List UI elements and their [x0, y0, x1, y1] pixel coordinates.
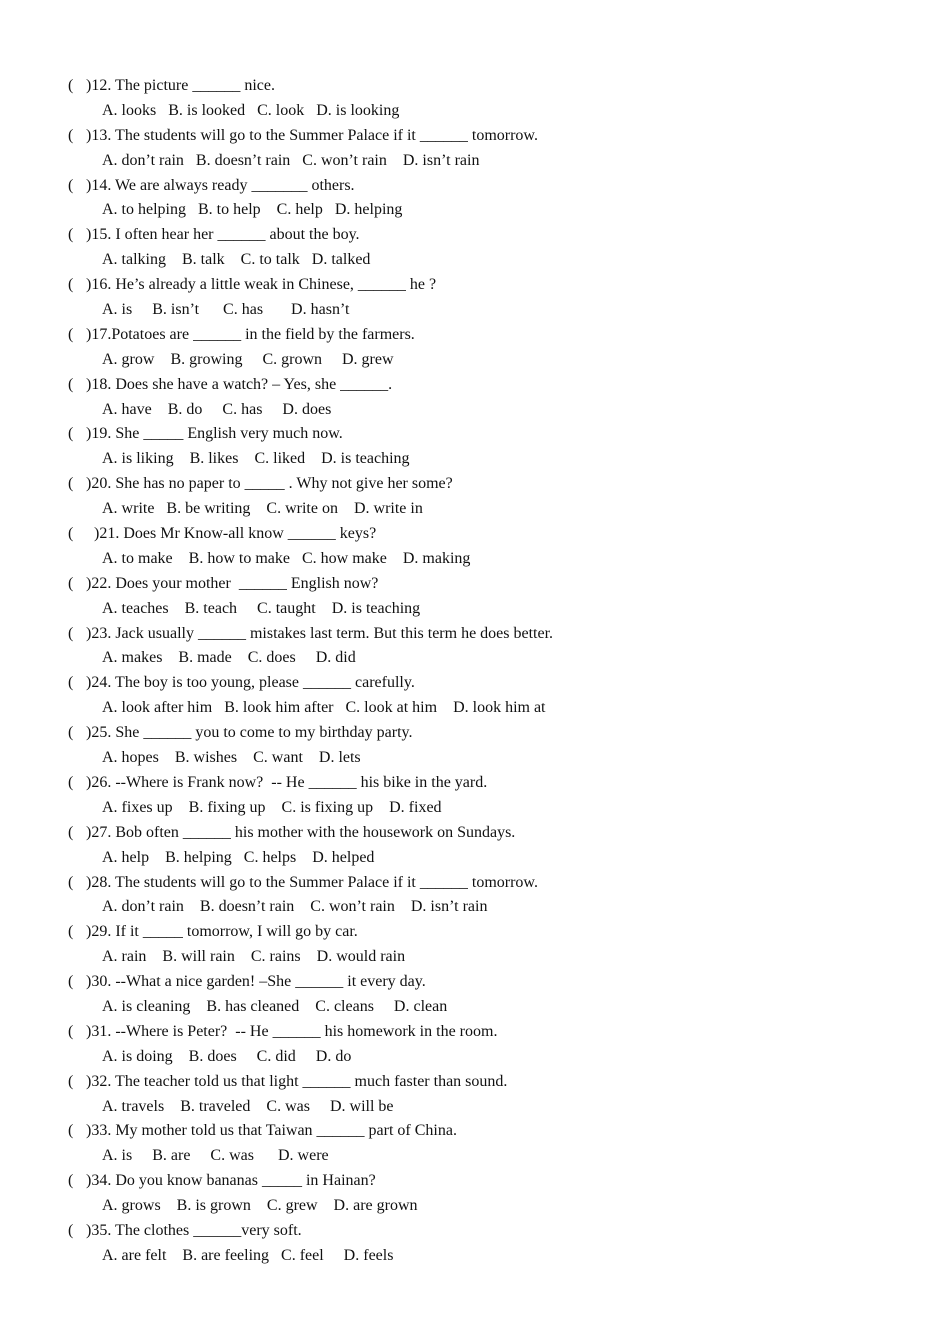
- answer-blank-paren: (: [68, 176, 74, 194]
- question-item: [68, 721, 553, 771]
- question-options: A. travels B. traveled C. was D. will be: [102, 1097, 394, 1115]
- question-item: [68, 522, 553, 572]
- question-item: [68, 1119, 553, 1169]
- question-options: A. talking B. talk C. to talk D. talked: [102, 251, 371, 269]
- question-stem-line: [68, 1119, 553, 1144]
- question-options: A. looks B. is looked C. look D. is looking: [102, 101, 400, 119]
- question-stem-line: [68, 522, 553, 547]
- answer-blank-paren: (: [68, 475, 74, 493]
- answer-blank-paren: (: [68, 1072, 74, 1090]
- question-stem-line: [68, 422, 553, 447]
- question-stem: )17.Potatoes are ______ in the field by the farmers.: [86, 325, 415, 343]
- question-stem: )34. Do you know bananas _____ in Hainan?: [86, 1172, 376, 1190]
- question-item: [68, 572, 553, 622]
- answer-blank-paren: (: [68, 1221, 74, 1239]
- question-stem-line: [68, 323, 553, 348]
- question-stem-line: [68, 74, 553, 99]
- question-options: A. hopes B. wishes C. want D. lets: [102, 749, 361, 767]
- question-stem: )26. --Where is Frank now? -- He ______ his bike in the yard.: [86, 773, 488, 791]
- question-options: A. is liking B. likes C. liked D. is teaching: [102, 450, 410, 468]
- question-item: [68, 373, 553, 423]
- question-stem: )33. My mother told us that Taiwan ______ part of China.: [86, 1122, 457, 1140]
- question-stem: )24. The boy is too young, please ______ carefully.: [86, 674, 415, 692]
- question-stem-line: [68, 871, 553, 896]
- question-stem: )19. She _____ English very much now.: [86, 425, 343, 443]
- question-stem: )35. The clothes ______very soft.: [86, 1221, 302, 1239]
- question-stem-line: [68, 472, 553, 497]
- question-item: [68, 1070, 553, 1120]
- question-options: A. is cleaning B. has cleaned C. cleans D. clean: [102, 997, 448, 1015]
- question-options: A. is B. are C. was D. were: [102, 1147, 329, 1165]
- question-item: [68, 821, 553, 871]
- question-item: [68, 1219, 553, 1269]
- question-stem-line: [68, 821, 553, 846]
- question-stem: )32. The teacher told us that light ______ much faster than sound.: [86, 1072, 508, 1090]
- question-options: A. to make B. how to make C. how make D. making: [102, 549, 471, 567]
- question-stem: )21. Does Mr Know-all know ______ keys?: [86, 525, 377, 543]
- answer-blank-paren: (: [68, 624, 74, 642]
- question-stem: )14. We are always ready _______ others.: [86, 176, 355, 194]
- answer-blank-paren: (: [68, 77, 74, 94]
- question-item: [68, 622, 553, 672]
- question-stem-line: [68, 1219, 553, 1244]
- answer-blank-paren: (: [68, 674, 74, 692]
- question-stem-line: [68, 622, 553, 647]
- question-item: [68, 920, 553, 970]
- question-stem: )16. He’s already a little weak in Chinese, ______ he ?: [86, 276, 437, 294]
- question-stem-line: [68, 970, 553, 995]
- question-stem: )15. I often hear her ______ about the boy.: [86, 226, 360, 244]
- answer-blank-paren: (: [68, 226, 74, 244]
- answer-blank-paren: (: [68, 923, 74, 941]
- answer-blank-paren: (: [68, 276, 74, 294]
- question-item: [68, 174, 553, 224]
- question-options: A. makes B. made C. does D. did: [102, 649, 356, 667]
- answer-blank-paren: (: [68, 525, 74, 543]
- question-stem: )31. --Where is Peter? -- He ______ his homework in the room.: [86, 1022, 498, 1040]
- question-stem: )23. Jack usually ______ mistakes last term. But this term he does better.: [86, 624, 554, 642]
- question-stem-line: [68, 1169, 553, 1194]
- question-options: A. don’t rain B. doesn’t rain C. won’t rain D. isn’t rain: [102, 151, 480, 169]
- question-item: [68, 273, 553, 323]
- question-item: [68, 124, 553, 174]
- answer-blank-paren: (: [68, 1172, 74, 1190]
- question-options: A. don’t rain B. doesn’t rain C. won’t rain D. isn’t rain: [102, 898, 488, 916]
- answer-blank-paren: (: [68, 1022, 74, 1040]
- question-item: [68, 422, 553, 472]
- question-stem-line: [68, 174, 553, 199]
- question-options: A. help B. helping C. helps D. helped: [102, 848, 375, 866]
- question-stem-line: [68, 671, 553, 696]
- answer-blank-paren: (: [68, 375, 74, 393]
- question-options: A. rain B. will rain C. rains D. would rain: [102, 948, 406, 966]
- question-options: A. fixes up B. fixing up C. is fixing up D. fixed: [102, 798, 442, 816]
- question-item: [68, 472, 553, 522]
- question-stem: )12. The picture ______ nice.: [86, 77, 275, 94]
- answer-blank-paren: (: [68, 973, 74, 991]
- question-stem: )30. --What a nice garden! –She ______ it every day.: [86, 973, 426, 991]
- answer-blank-paren: (: [68, 1122, 74, 1140]
- question-stem: )28. The students will go to the Summer Palace if it ______ tomorrow.: [86, 873, 538, 891]
- question-item: [68, 1169, 553, 1219]
- question-stem-line: [68, 124, 553, 149]
- question-options: A. grow B. growing C. grown D. grew: [102, 350, 394, 368]
- question-stem-line: [68, 771, 553, 796]
- question-options: A. teaches B. teach C. taught D. is teaching: [102, 599, 421, 617]
- question-item: [68, 970, 553, 1020]
- question-options: A. have B. do C. has D. does: [102, 400, 332, 418]
- question-stem-line: [68, 572, 553, 597]
- question-options: A. grows B. is grown C. grew D. are grown: [102, 1197, 418, 1215]
- question-item: [68, 74, 553, 124]
- question-stem: )25. She ______ you to come to my birthday party.: [86, 724, 413, 742]
- question-stem: )20. She has no paper to _____ . Why not give her some?: [86, 475, 453, 493]
- answer-blank-paren: (: [68, 325, 74, 343]
- question-stem-line: [68, 1020, 553, 1045]
- question-stem-line: [68, 373, 553, 398]
- question-options: A. to helping B. to help C. help D. helping: [102, 201, 403, 219]
- question-stem: )27. Bob often ______ his mother with the housework on Sundays.: [86, 823, 516, 841]
- question-stem: )29. If it _____ tomorrow, I will go by car.: [86, 923, 358, 941]
- question-stem-line: [68, 721, 553, 746]
- answer-blank-paren: (: [68, 126, 74, 144]
- answer-blank-paren: (: [68, 425, 74, 443]
- answer-blank-paren: (: [68, 574, 74, 592]
- question-options: A. is doing B. does C. did D. do: [102, 1047, 352, 1065]
- question-item: [68, 1020, 553, 1070]
- question-item: [68, 771, 553, 821]
- question-stem-line: [68, 223, 553, 248]
- question-item: [68, 871, 553, 921]
- question-stem-line: [68, 273, 553, 298]
- question-options: A. write B. be writing C. write on D. write in: [102, 500, 423, 518]
- question-stem: )22. Does your mother ______ English now?: [86, 574, 379, 592]
- question-item: [68, 671, 553, 721]
- answer-blank-paren: (: [68, 873, 74, 891]
- answer-blank-paren: (: [68, 823, 74, 841]
- question-stem-line: [68, 1070, 553, 1095]
- question-options: A. look after him B. look him after C. look at him D. look him at: [102, 699, 546, 717]
- question-list: [68, 74, 553, 1269]
- question-stem: )18. Does she have a watch? – Yes, she ______.: [86, 375, 393, 393]
- question-item: [68, 323, 553, 373]
- question-stem-line: [68, 920, 553, 945]
- answer-blank-paren: (: [68, 773, 74, 791]
- question-options: A. are felt B. are feeling C. feel D. feels: [102, 1246, 394, 1264]
- answer-blank-paren: (: [68, 724, 74, 742]
- question-item: [68, 223, 553, 273]
- question-stem: )13. The students will go to the Summer Palace if it ______ tomorrow.: [86, 126, 538, 144]
- question-options: A. is B. isn’t C. has D. hasn’t: [102, 301, 350, 319]
